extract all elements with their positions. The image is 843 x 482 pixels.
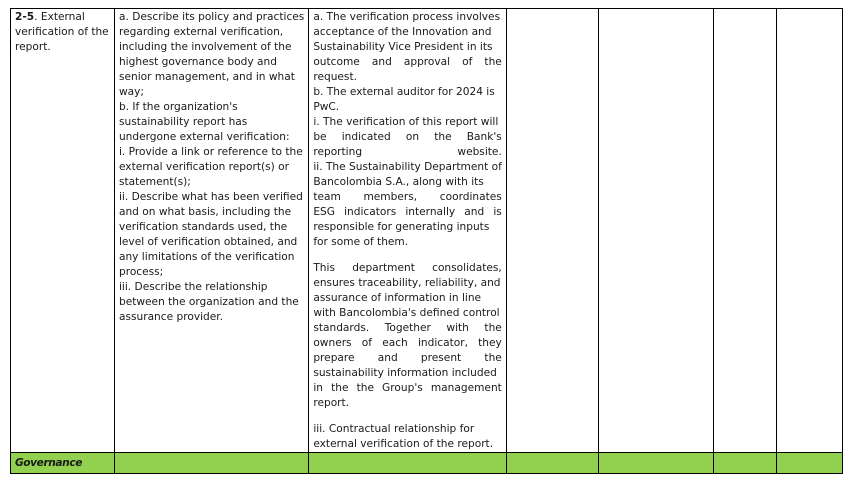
requirement-line: iii. Describe the relationship — [118, 281, 268, 293]
requirement-line: sustainability report has — [118, 116, 248, 128]
response-line: acceptance of the Innovation and — [313, 26, 492, 38]
disclosure-title-line: report. — [15, 41, 51, 53]
response-line: sustainability information included — [313, 367, 497, 379]
requirement-line: b. If the organization's — [118, 101, 238, 113]
response-line: Sustainability Vice President in its — [313, 41, 493, 53]
response-line: request. — [313, 71, 357, 83]
response-line: ESG indicators internally and is — [313, 206, 502, 218]
requirement-line: level of verification obtained, and — [118, 236, 298, 248]
response-line: reporting website. — [313, 146, 502, 158]
response-line: be indicated on the Bank's — [313, 131, 502, 143]
response-line: iii. Contractual relationship for — [313, 423, 475, 435]
requirement-line: undergone external verification: — [118, 131, 290, 143]
response-line: assurance of information in line — [313, 292, 482, 304]
response-line: This department consolidates, — [313, 262, 502, 274]
requirement-line: and on what basis, including the — [118, 206, 292, 218]
disclosure-title-line: verification of the — [15, 26, 109, 38]
response-line: a. The verification process involves — [313, 11, 501, 23]
requirement-line: highest governance body and — [118, 56, 277, 68]
section-fill-cell — [713, 453, 776, 474]
requirement-line: process; — [118, 266, 164, 278]
section-fill-cell — [506, 453, 599, 474]
requirement-line: ii. Describe what has been verified — [118, 191, 303, 203]
response-line: in the the Group's management — [313, 382, 502, 394]
disclosure-code: 2-5 — [15, 11, 35, 23]
requirement-line: regarding external verification, — [118, 26, 284, 38]
disclosure-row-2-5 — [11, 9, 843, 453]
requirement-line: assurance provider. — [118, 311, 224, 323]
requirement-line: way; — [118, 86, 144, 98]
gri-content-index-table — [10, 8, 843, 474]
response-line: i. The verification of this report will — [313, 116, 499, 128]
requirement-line: a. Describe its policy and practices — [118, 11, 305, 23]
response-line: ii. The Sustainability Department of — [313, 161, 502, 173]
response-line: report. — [313, 397, 350, 409]
requirement-line: verification standards used, the — [118, 221, 288, 233]
response-cell — [309, 9, 506, 453]
requirement-line: including the involvement of the — [118, 41, 292, 53]
requirement-line: between the organization and the — [118, 296, 299, 308]
empty-cell — [776, 9, 842, 453]
section-label-cell — [11, 453, 115, 474]
requirements-cell — [114, 9, 308, 453]
response-line: outcome and approval of the — [313, 56, 502, 68]
section-label: Governance — [15, 456, 82, 469]
response-line: responsible for generating inputs — [313, 221, 490, 233]
response-line: with Bancolombia's defined control — [313, 307, 500, 319]
empty-cell — [599, 9, 713, 453]
response-line: Bancolombia S.A., along with its — [313, 176, 484, 188]
response-line: external verification of the report. — [313, 438, 494, 450]
response-line: b. The external auditor for 2024 is — [313, 86, 495, 98]
response-line: prepare and present the — [313, 352, 502, 364]
section-row-governance — [11, 453, 843, 474]
requirement-line: external verification report(s) or — [118, 161, 290, 173]
response-line: for some of them. — [313, 236, 409, 248]
section-fill-cell — [776, 453, 842, 474]
section-fill-cell — [599, 453, 713, 474]
section-fill-cell — [309, 453, 506, 474]
response-line: ensures traceability, reliability, and — [313, 277, 501, 289]
empty-cell — [713, 9, 776, 453]
requirement-line: i. Provide a link or reference to the — [118, 146, 303, 158]
disclosure-title-start: . External — [34, 11, 85, 23]
response-line: PwC. — [313, 101, 340, 113]
requirement-line: senior management, and in what — [118, 71, 295, 83]
requirement-line: statement(s); — [118, 176, 191, 188]
empty-cell — [506, 9, 599, 453]
requirement-line: any limitations of the verification — [118, 251, 295, 263]
response-line: owners of each indicator, they — [313, 337, 502, 349]
response-line: team members, coordinates — [313, 191, 502, 203]
disclosure-title-cell — [11, 9, 115, 453]
response-line: standards. Together with the — [313, 322, 502, 334]
section-fill-cell — [114, 453, 308, 474]
